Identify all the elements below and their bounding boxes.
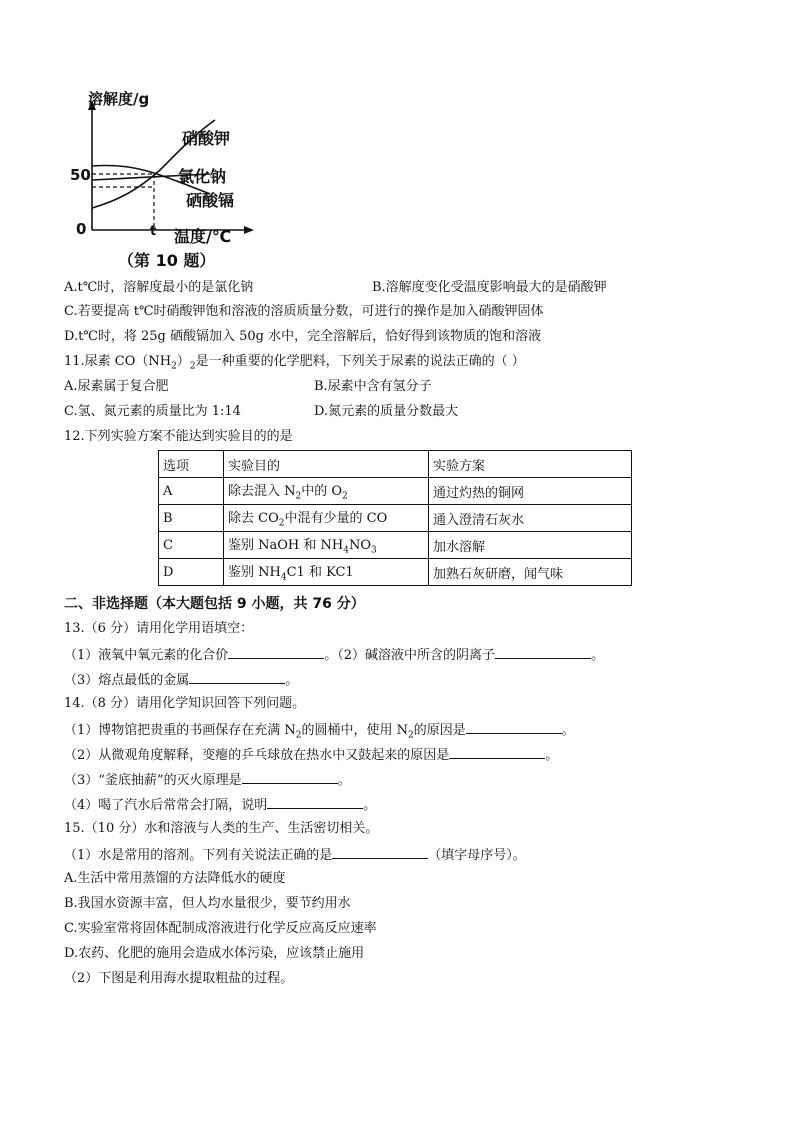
q15-option-d: D.农药、化肥的施用会造成水体污染，应该禁止施用 — [64, 946, 365, 961]
q10-option-b: B.溶解度变化受温度影响最大的是硝酸钾 — [372, 280, 607, 295]
header-option: 选项 — [159, 451, 224, 478]
row-option: D — [159, 559, 224, 586]
q15-option-c: C.实验室常将固体配制成溶液进行化学反应高反应速率 — [64, 921, 377, 936]
q13-stem: 13.（6 分）请用化学用语填空： — [64, 621, 254, 636]
table-row — [159, 559, 632, 586]
q11-option-b: B.尿素中含有氢分子 — [314, 379, 432, 394]
solubility-figure — [70, 84, 280, 274]
row-option: C — [159, 532, 224, 559]
q11-option-d: D.氮元素的质量分数最大 — [314, 404, 459, 419]
y-axis-label: 溶解度/g — [88, 90, 150, 108]
q10-option-c: C.若要提高 t℃时硝酸钾饱和溶液的溶质质量分数，可进行的操作是加入硝酸钾固体 — [64, 304, 544, 319]
q10-option-d: D.t℃时，将 25g 硒酸镉加入 50g 水中，完全溶解后，恰好得到该物质的饱和溶液 — [64, 329, 542, 344]
table-row — [159, 478, 632, 505]
x-axis-label: 温度/℃ — [174, 227, 232, 246]
answer-blank[interactable] — [449, 745, 545, 759]
q10-option-a: A.t℃时，溶解度最小的是氯化钠 — [64, 280, 254, 295]
q15-option-b: B.我国水资源丰富，但人均水量很少，要节约用水 — [64, 896, 351, 911]
label-knitrate: 硝酸钾 — [182, 129, 231, 148]
figure-caption: （第 10 题） — [118, 251, 216, 270]
y-tick-50: 50 — [70, 166, 91, 184]
label-cdseo4: 硒酸镉 — [186, 191, 235, 210]
q14-stem: 14.（8 分）请用化学知识回答下列问题。 — [64, 696, 306, 711]
q14-part2: （2）从微观角度解释，变瘪的乒乓球放在热水中又鼓起来的原因是 。 — [64, 745, 558, 765]
q11-stem: 11.尿素 $CO(NH_2)_2$是一种重要的化学肥料，下列关于尿素的说法正确的（ ） — [64, 354, 525, 372]
answer-blank[interactable] — [242, 770, 338, 784]
q15-stem: 15.（10 分）水和溶液与人类的生产、生活密切相关。 — [64, 821, 379, 836]
row-option: A — [159, 478, 224, 505]
row-plan: 通过灼热的铜网 — [429, 478, 632, 505]
q11-option-a: A.尿素属于复合肥 — [64, 379, 169, 394]
q12-table — [158, 450, 632, 586]
row-plan: 加水溶解 — [429, 532, 632, 559]
q14-part4: （4）喝了汽水后常常会打隔，说明 。 — [64, 795, 376, 815]
answer-blank[interactable] — [332, 845, 428, 859]
row-plan: 通入澄清石灰水 — [429, 505, 632, 532]
table-header-row — [159, 451, 632, 478]
row-goal: 除去 $CO_2$中混有少量的 CO — [224, 505, 429, 532]
answer-blank[interactable] — [267, 795, 363, 809]
answer-blank[interactable] — [466, 720, 562, 734]
q15-part2: （2）下图是利用海水提取粗盐的过程。 — [64, 971, 294, 986]
label-nacl: 氯化钠 — [178, 167, 227, 186]
q13-part1: （1）液氧中氧元素的化合价 。（2）碱溶液中所含的阴离子 。 — [64, 645, 604, 665]
x-tick-t: t — [150, 224, 157, 239]
answer-blank[interactable] — [189, 670, 285, 684]
table-row — [159, 532, 632, 559]
q14-part3: （3）“釜底抽薪”的灭火原理是 。 — [64, 770, 351, 790]
header-goal: 实验目的 — [224, 451, 429, 478]
row-plan: 加熟石灰研磨，闻气味 — [429, 559, 632, 586]
q13-part3: （3）熔点最低的金属 。 — [64, 670, 298, 690]
header-plan: 实验方案 — [429, 451, 632, 478]
answer-blank[interactable] — [495, 645, 591, 659]
q14-part1: （1）博物馆把贵重的书画保存在充满 $N_2$的圆桶中，使用 $N_2$的原因是 。 — [64, 720, 575, 745]
answer-blank[interactable] — [228, 645, 324, 659]
row-goal: 除去混入 $N_2$中的 $O_2$ — [224, 478, 429, 505]
row-goal: 鉴别 $NH_4C1$ 和 KC1 — [224, 559, 429, 586]
section-heading: 二、非选择题（本大题包括 9 小题，共 76 分） — [64, 596, 365, 612]
x-axis-arrow — [244, 226, 254, 234]
q15-part1: （1）水是常用的溶剂。下列有关说法正确的是 （填字母序号）。 — [64, 845, 526, 865]
row-option: B — [159, 505, 224, 532]
q15-option-a: A.生活中常用蒸馏的方法降低水的硬度 — [64, 871, 286, 886]
origin-label: 0 — [76, 220, 87, 238]
row-goal: 鉴别 NaOH 和 $NH_4NO_3$ — [224, 532, 429, 559]
table-row — [159, 505, 632, 532]
q12-stem: 12.下列实验方案不能达到实验目的的是 — [64, 429, 293, 444]
q11-option-c: C.氢、氮元素的质量比为 1:14 — [64, 404, 241, 419]
